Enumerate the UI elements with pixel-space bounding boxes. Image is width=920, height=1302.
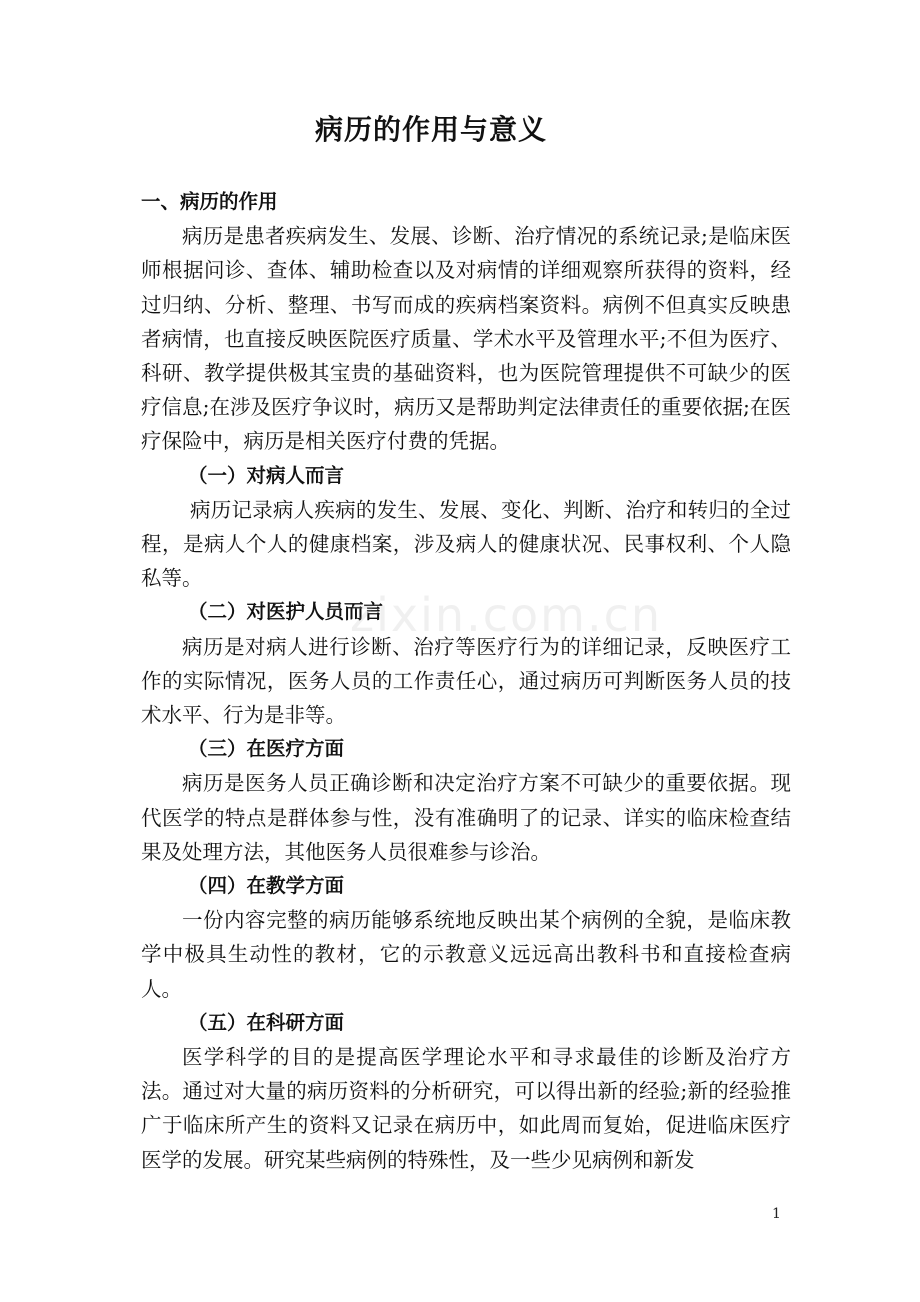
subsection-heading-1: （一）对病人而言: [188, 463, 345, 487]
section-heading: 一、病历的作用: [141, 190, 278, 213]
subsection-paragraph-5: 医学科学的目的是提高医学理论水平和寻求最佳的诊断及治疗方法。通过对大量的病历资料的分析研究，可以得出新的经验;新的经验推广于临床所产生的资料又记录在病历中，如此周而复始，促进临床医疗医学的发展。研究某些病例的特殊性，及一些少见病例和新发: [141, 1044, 791, 1172]
subsection-paragraph-4: 一份内容完整的病历能够系统地反映出某个病例的全貌，是临床教学中极具生动性的教材，它的示教意义远远高出教科书和直接检查病人。: [141, 908, 791, 1001]
watermark: zixin.com.cn: [350, 588, 663, 642]
subsection-heading-5: （五）在科研方面: [188, 1010, 345, 1034]
subsection-heading-2: （二）对医护人员而言: [188, 600, 384, 624]
subsection-paragraph-3: 病历是医务人员正确诊断和决定治疗方案不可缺少的重要依据。现代医学的特点是群体参与性，没有准确明了的记录、详实的临床检查结果及处理方法，其他医务人员很难参与诊治。: [141, 771, 791, 864]
section-paragraph: 病历是患者疾病发生、发展、诊断、治疗情况的系统记录;是临床医师根据问诊、查体、辅助检查以及对病情的详细观察所获得的资料，经过归纳、分析、整理、书写而成的疾病档案资料。病例不但真实反映患者病情，也直接反映医院医疗质量、学术水平及管理水平;不但为医疗、科研、教学提供极其宝贵的基础资料，也为医院管理提供不可缺少的医疗信息;在涉及医疗争议时，病历又是帮助判定法律责任的重要依据;在医疗保险中，病历是相关医疗付费的凭据。: [141, 224, 791, 454]
page-number: 1: [772, 1206, 781, 1222]
document-body: [141, 185, 791, 1177]
subsection-heading-4: （四）在教学方面: [188, 874, 345, 897]
subsection-paragraph-2: 病历是对病人进行诊断、治疗等医疗行为的详细记录，反映医疗工作的实际情况，医务人员的工作责任心，通过病历可判断医务人员的技术水平、行为是非等。: [141, 634, 791, 727]
document-title: 病历的作用与意义: [314, 113, 547, 146]
subsection-paragraph-1: 病历记录病人疾病的发生、发展、变化、判断、治疗和转归的全过程，是病人个人的健康档案，涉及病人的健康状况、民事权利、个人隐私等。: [141, 497, 791, 591]
subsection-heading-3: （三）在医疗方面: [188, 737, 345, 761]
